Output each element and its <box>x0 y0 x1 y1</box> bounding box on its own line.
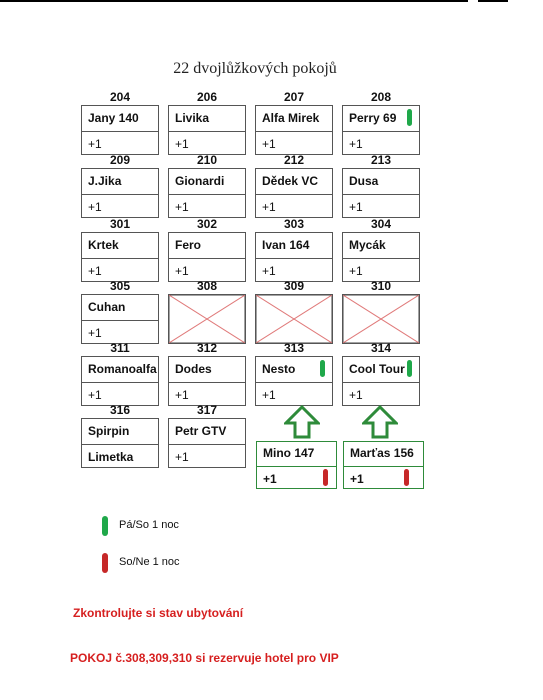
arrow-up-icon <box>284 405 320 439</box>
guest-name: Jany 140 <box>88 111 139 125</box>
guest-extra: +1 <box>256 131 332 155</box>
room-317[interactable] <box>168 403 246 468</box>
guest-name: Dědek VC <box>262 174 319 188</box>
room-box <box>81 105 159 155</box>
room-number: 204 <box>109 90 131 104</box>
room-number: 213 <box>370 153 392 167</box>
guest-name: Ivan 164 <box>262 238 310 252</box>
room-207[interactable] <box>255 90 333 155</box>
room-box <box>342 232 420 282</box>
guest-extra: +1 <box>343 258 419 282</box>
room-number: 314 <box>370 341 392 355</box>
room-312[interactable] <box>168 341 246 406</box>
guest-name: Mycák <box>349 238 386 252</box>
legend-label: So/Ne 1 noc <box>119 556 180 568</box>
room-309[interactable] <box>255 279 333 344</box>
room-204[interactable] <box>81 90 159 155</box>
guest-name: Perry 69 <box>349 111 397 125</box>
guest-extra: +1 <box>343 131 419 155</box>
room-box <box>255 105 333 155</box>
guest-extra: +1 <box>257 466 336 490</box>
guest-name: Mino 147 <box>263 446 315 460</box>
guest-extra: +1 <box>343 382 419 406</box>
room-210[interactable] <box>168 153 246 218</box>
guest-name: Fero <box>175 238 202 252</box>
room-number: 303 <box>283 217 305 231</box>
guest-name: Gionardi <box>175 174 225 188</box>
room-303[interactable] <box>255 217 333 282</box>
guest-name: Romanoalfa <box>88 362 157 376</box>
guest-extra: +1 <box>169 258 245 282</box>
room-206[interactable] <box>168 90 246 155</box>
room-310[interactable] <box>342 279 420 344</box>
room-number: 210 <box>196 153 218 167</box>
blocked-room-box <box>255 294 333 344</box>
room-box <box>81 294 159 344</box>
top-border-left <box>0 0 468 2</box>
blocked-room-box <box>342 294 420 344</box>
guest-extra: +1 <box>256 382 332 406</box>
room-number: 302 <box>196 217 218 231</box>
legend-green-marker-icon <box>102 516 108 536</box>
room-number: 309 <box>283 279 305 293</box>
room-209[interactable] <box>81 153 159 218</box>
room-302[interactable] <box>168 217 246 282</box>
guest-extra: +1 <box>82 131 158 155</box>
room-number: 308 <box>196 279 218 293</box>
guest-extra: +1 <box>82 382 158 406</box>
blocked-room-box <box>168 294 246 344</box>
room-number: 311 <box>110 341 130 355</box>
room-box <box>168 105 246 155</box>
room-number: 208 <box>370 90 392 104</box>
blocked-cross-icon <box>343 295 419 343</box>
room-number: 316 <box>109 403 131 417</box>
room-305[interactable] <box>81 279 159 344</box>
legend-label: Pá/So 1 noc <box>119 519 179 531</box>
room-208[interactable] <box>342 90 420 155</box>
room-304[interactable] <box>342 217 420 282</box>
room-number: 301 <box>109 217 131 231</box>
guest-extra: Limetka <box>82 444 158 468</box>
room-box <box>81 418 159 468</box>
room-313[interactable] <box>255 341 333 406</box>
room-number: 317 <box>196 403 218 417</box>
guest-extra: +1 <box>82 258 158 282</box>
vip-room-card[interactable] <box>343 441 424 489</box>
guest-name: Nesto <box>262 362 296 376</box>
guest-extra: +1 <box>169 444 245 468</box>
page-title: 22 dvojlůžkových pokojů <box>173 60 337 77</box>
room-212[interactable] <box>255 153 333 218</box>
vip-room-card[interactable] <box>256 441 337 489</box>
room-box <box>342 356 420 406</box>
legend-red-marker-icon <box>102 553 108 573</box>
guest-extra: +1 <box>82 320 158 344</box>
room-number: 304 <box>370 217 392 231</box>
room-number: 312 <box>196 341 218 355</box>
room-box <box>168 356 246 406</box>
guest-name: Marťas 156 <box>350 446 414 460</box>
green-marker-icon <box>320 360 325 377</box>
room-213[interactable] <box>342 153 420 218</box>
room-316[interactable] <box>81 403 159 468</box>
room-308[interactable] <box>168 279 246 344</box>
room-number: 313 <box>283 341 305 355</box>
guest-extra: +1 <box>169 131 245 155</box>
guest-name: J.Jika <box>88 174 122 188</box>
room-314[interactable] <box>342 341 420 406</box>
room-box <box>168 168 246 218</box>
blocked-cross-icon <box>169 295 245 343</box>
room-number: 206 <box>196 90 218 104</box>
guest-name: Cuhan <box>88 300 126 314</box>
guest-name: Livika <box>175 111 210 125</box>
check-notice: Zkontrolujte si stav ubytování <box>73 606 244 620</box>
guest-extra: +1 <box>256 194 332 218</box>
red-marker-icon <box>404 469 409 486</box>
vip-notice: POKOJ č.308,309,310 si rezervuje hotel pro VIP <box>70 651 339 665</box>
room-number: 207 <box>283 90 305 104</box>
green-marker-icon <box>407 360 412 377</box>
guest-name: Alfa Mirek <box>262 111 320 125</box>
top-border-right <box>478 0 508 2</box>
room-box <box>81 356 159 406</box>
green-marker-icon <box>407 109 412 126</box>
guest-name: Petr GTV <box>175 424 227 438</box>
room-box <box>168 418 246 468</box>
guest-name: Dusa <box>349 174 379 188</box>
guest-extra: +1 <box>169 382 245 406</box>
room-number: 310 <box>370 279 392 293</box>
room-box <box>342 105 420 155</box>
room-number: 209 <box>109 153 131 167</box>
room-311[interactable] <box>81 341 159 406</box>
guest-extra: +1 <box>344 466 423 490</box>
room-box <box>168 232 246 282</box>
guest-name: Cool Tour <box>349 362 405 376</box>
room-box <box>81 232 159 282</box>
room-box <box>342 168 420 218</box>
guest-extra: +1 <box>343 194 419 218</box>
guest-name: Krtek <box>88 238 119 252</box>
room-number: 305 <box>109 279 131 293</box>
guest-extra: +1 <box>256 258 332 282</box>
room-box <box>81 168 159 218</box>
guest-name: Spirpin <box>88 424 130 438</box>
room-box <box>255 356 333 406</box>
room-box <box>255 232 333 282</box>
red-marker-icon <box>323 469 328 486</box>
guest-extra: +1 <box>82 194 158 218</box>
room-301[interactable] <box>81 217 159 282</box>
room-number: 212 <box>283 153 305 167</box>
blocked-cross-icon <box>256 295 332 343</box>
guest-extra: +1 <box>169 194 245 218</box>
room-box <box>255 168 333 218</box>
arrow-up-icon <box>362 405 398 439</box>
guest-name: Dodes <box>175 362 212 376</box>
